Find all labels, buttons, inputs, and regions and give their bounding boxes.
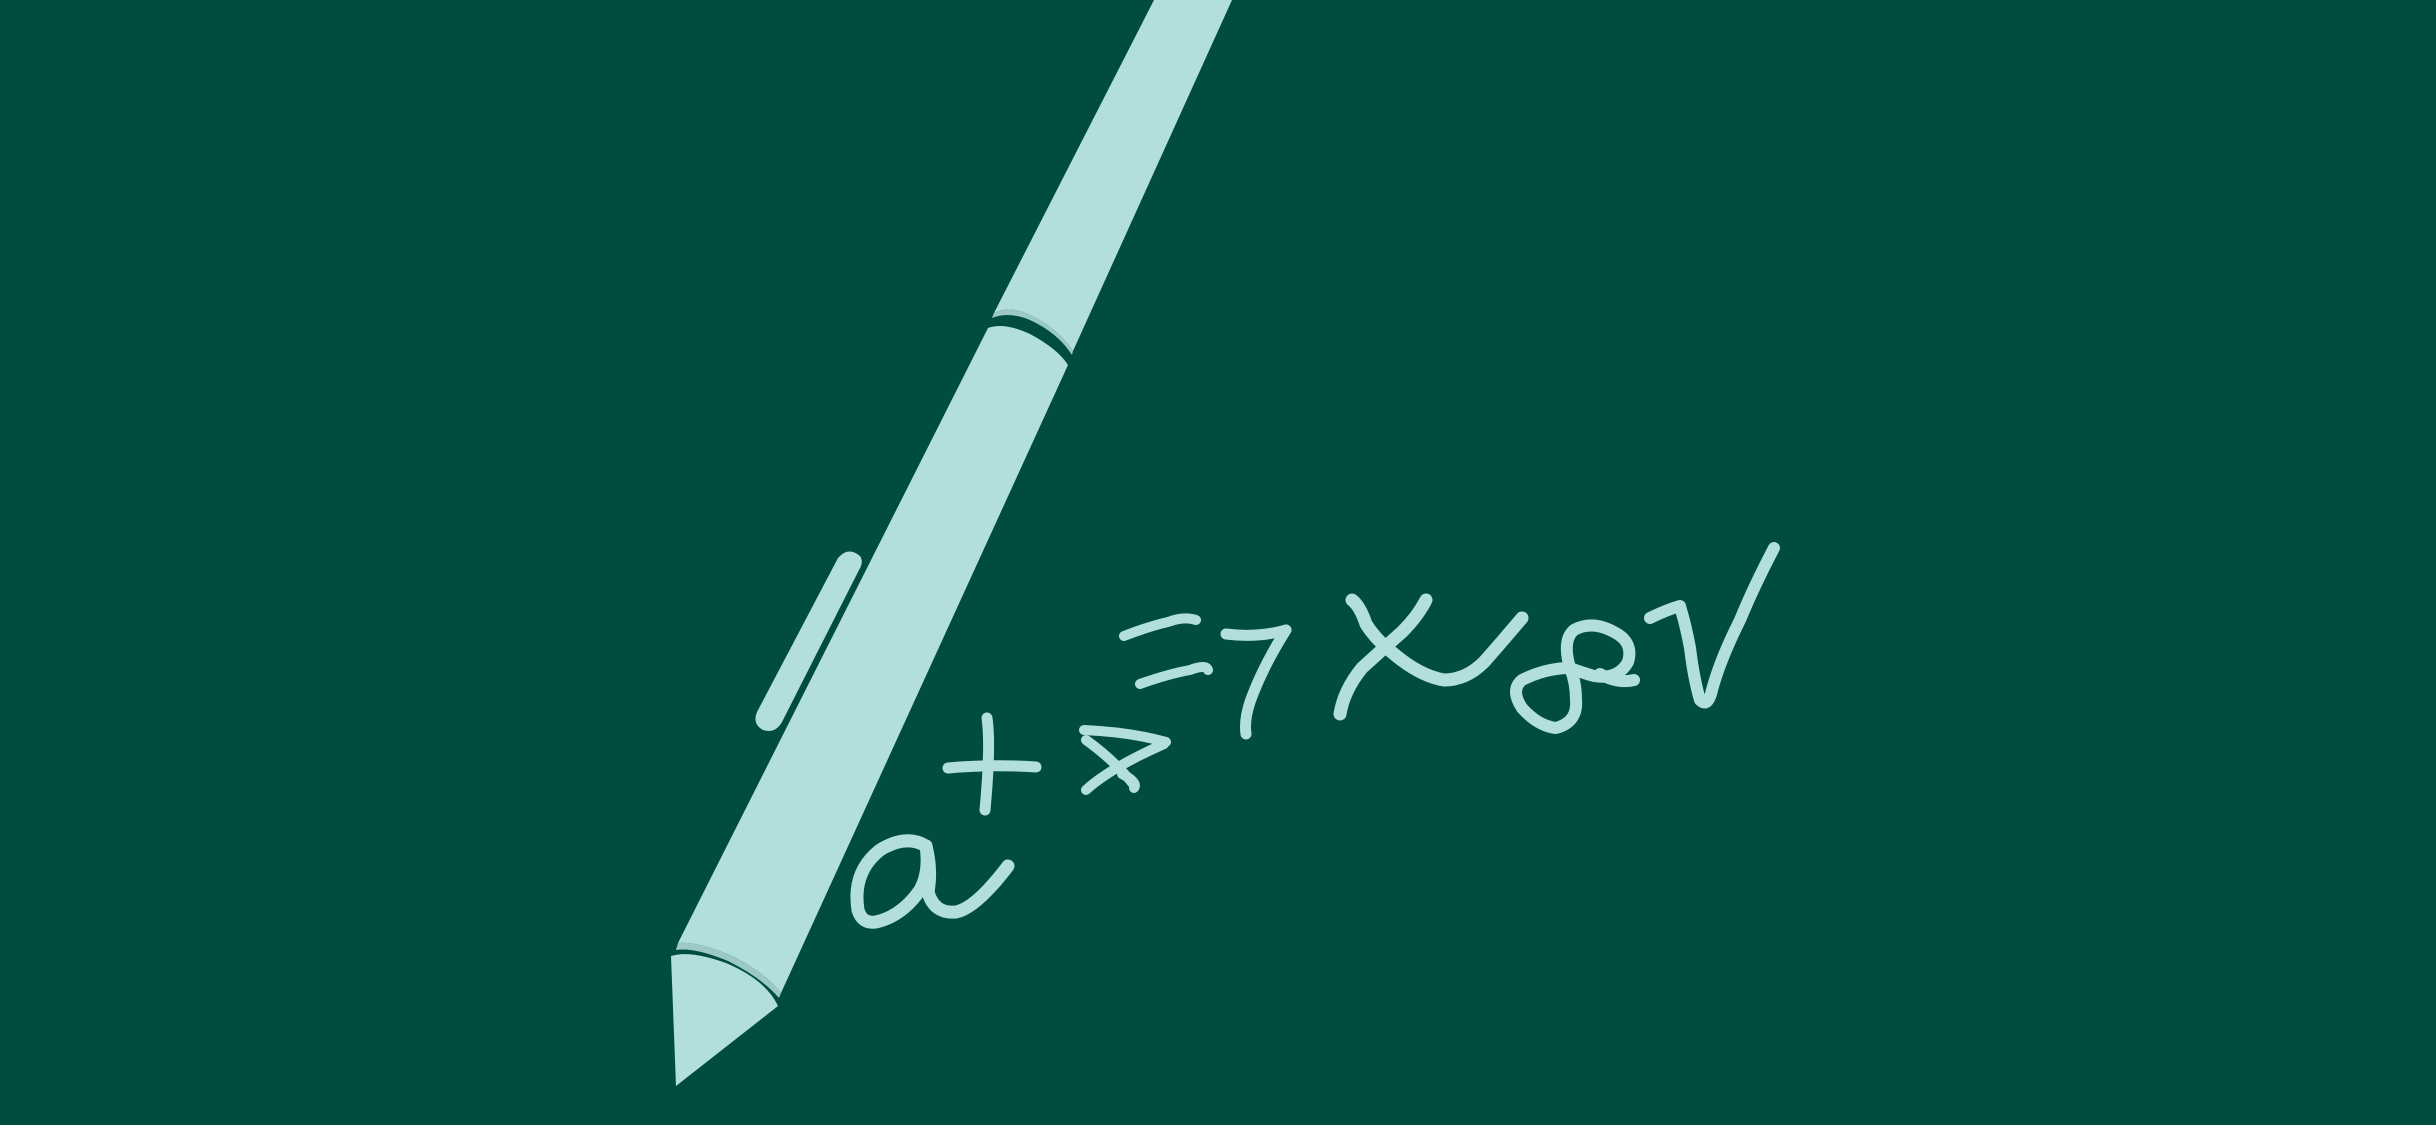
glyph-equals (1124, 618, 1208, 684)
stylus-pen-icon (671, 0, 1232, 1086)
glyph-g (1516, 625, 1634, 728)
handwritten-expression (857, 548, 1774, 922)
pen-barrel (678, 326, 1068, 993)
glyph-plus (948, 718, 1036, 810)
glyph-check (1650, 548, 1774, 702)
pen-upper-body (994, 0, 1232, 351)
glyph-times (1084, 730, 1166, 790)
glyph-seven (1226, 630, 1286, 734)
glyph-a (857, 841, 1008, 922)
glyph-x (1340, 600, 1522, 714)
